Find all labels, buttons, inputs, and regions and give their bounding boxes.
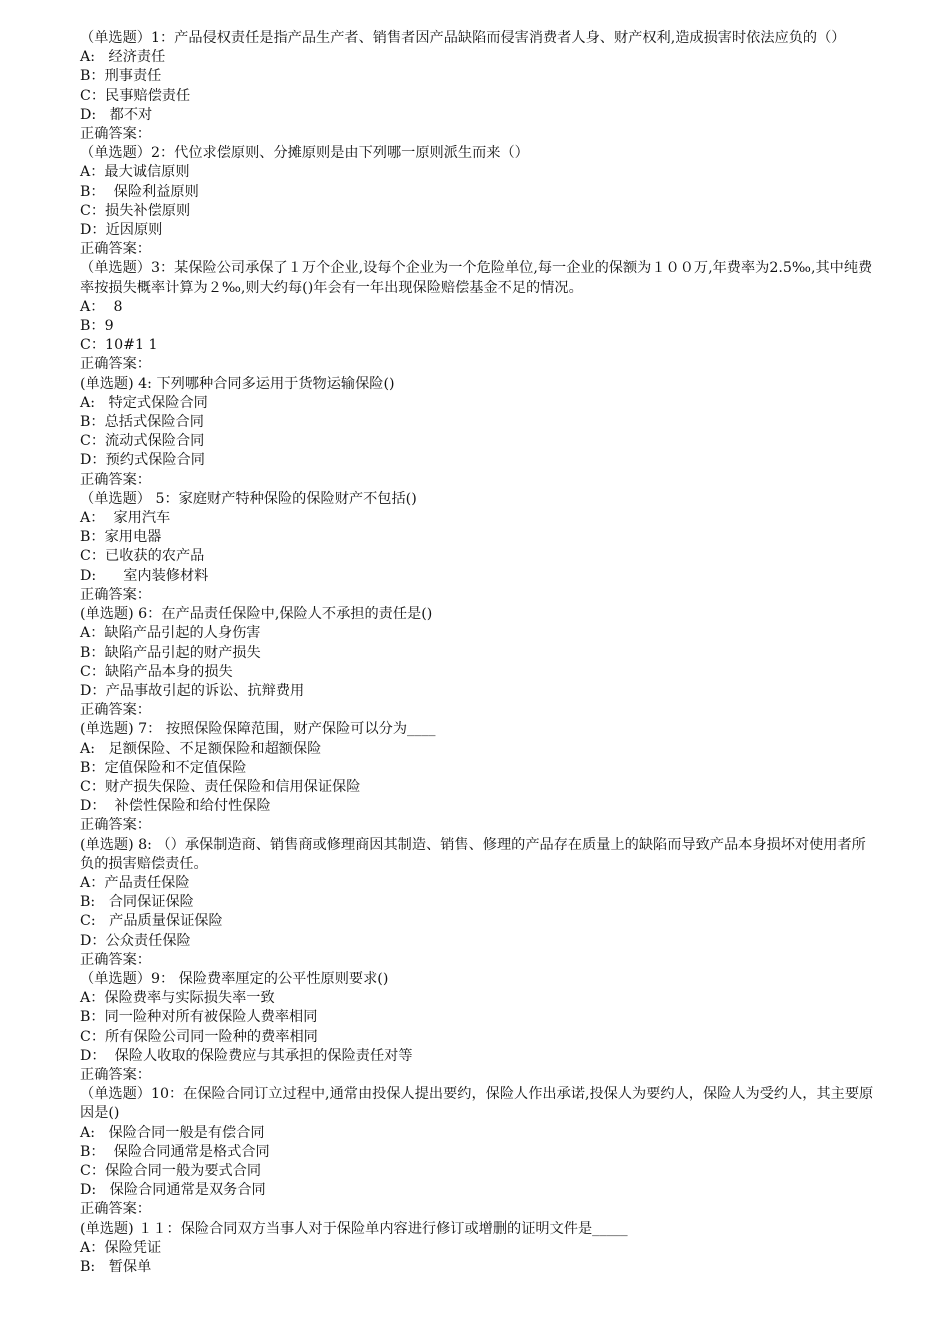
option-d: D： 补偿性保险和给付性保险 — [80, 798, 271, 815]
option-b: B: 暂保单 — [80, 1259, 152, 1275]
option-c: C：民事赔偿责任 — [80, 87, 191, 104]
option-b: B：定值保险和不定值保险 — [80, 759, 247, 776]
option-d: D: 室内装修材料 — [80, 567, 209, 584]
option-c: C：流动式保险合同 — [80, 433, 205, 450]
question-stem: (单选题) 7： 按照保险保障范围，财产保险可以分为____ — [80, 721, 436, 738]
option-c: C：已收获的农产品 — [80, 548, 205, 565]
option-b: B：刑事责任 — [80, 68, 162, 85]
question-stem: (单选题) １１：保险合同双方当事人对于保险单内容进行修订或增删的证明文件是_____ — [80, 1220, 628, 1237]
question-stem: （单选题） 5：家庭财产特种保险的保险财产不包括() — [80, 490, 417, 507]
option-c: C：损失补偿原则 — [80, 202, 191, 219]
option-b: B： 保险利益原则 — [80, 183, 199, 200]
option-a: A: 保险合同一般是有偿合同 — [80, 1124, 265, 1141]
question-3 — [80, 259, 880, 374]
question-9 — [80, 970, 880, 1085]
option-d: D: 保险合同通常是双务合同 — [80, 1182, 266, 1199]
answer-label: 正确答案： — [80, 586, 151, 603]
question-2 — [80, 144, 880, 259]
question-stem: （单选题）2：代位求偿原则、分摊原则是由下列哪一原则派生而来（） — [80, 145, 529, 162]
question-7 — [80, 720, 880, 835]
option-b: B：缺陷产品引起的财产损失 — [80, 644, 261, 661]
question-5 — [80, 490, 880, 605]
option-d: D：产品事故引起的诉讼、抗辩费用 — [80, 682, 305, 699]
option-b: B：9 — [80, 318, 114, 335]
question-stem: （单选题）1：产品侵权责任是指产品生产者、销售者因产品缺陷而侵害消费者人身、财产权利,造成损害时依法应负的（） — [80, 30, 846, 46]
option-c: C：保险合同一般为要式合同 — [80, 1162, 262, 1179]
option-b: B： 保险合同通常是格式合同 — [80, 1143, 270, 1160]
option-a: A：产品责任保险 — [80, 874, 190, 891]
option-a: A：保险费率与实际损失率一致 — [80, 990, 275, 1007]
option-d: D：预约式保险合同 — [80, 452, 205, 469]
answer-label: 正确答案： — [80, 356, 151, 373]
question-1 — [80, 29, 880, 144]
option-c: C：缺陷产品本身的损失 — [80, 663, 233, 680]
option-a: A：缺陷产品引起的人身伤害 — [80, 625, 261, 642]
question-stem: (单选题) 4: 下列哪种合同多运用于货物运输保险() — [80, 375, 395, 392]
option-a: A： 8 — [80, 298, 123, 315]
option-a: A: 特定式保险合同 — [80, 394, 208, 411]
answer-label: 正确答案： — [80, 241, 151, 258]
answer-label: 正确答案： — [80, 471, 151, 488]
option-c: C: 产品质量保证保险 — [80, 913, 223, 930]
question-4 — [80, 375, 880, 490]
question-6 — [80, 605, 880, 720]
option-a: A：最大诚信原则 — [80, 164, 190, 181]
option-b: B: 合同保证保险 — [80, 894, 194, 911]
question-stem: （单选题）3：某保险公司承保了１万个企业,设每个企业为一个危险单位,每一企业的保额为１００万,年费率为2.5‰,其中纯费率按损失概率计算为２‰,则大约每()年会有一年出现保险赔偿基金不足的情况。 — [80, 260, 873, 296]
option-d: D：近因原则 — [80, 222, 163, 239]
option-b: B：家用电器 — [80, 529, 162, 546]
option-b: B：同一险种对所有被保险人费率相同 — [80, 1009, 318, 1026]
answer-label: 正确答案： — [80, 702, 151, 719]
option-d: D：公众责任保险 — [80, 932, 191, 949]
option-a: A: 足额保险、不足额保险和超额保险 — [80, 740, 322, 757]
question-11 — [80, 1220, 880, 1278]
answer-label: 正确答案： — [80, 817, 151, 834]
option-a: A: 经济责任 — [80, 49, 166, 66]
answer-label: 正确答案： — [80, 1066, 151, 1083]
exam-document — [80, 29, 880, 1277]
answer-label: 正确答案： — [80, 951, 151, 968]
option-a: A：保险凭证 — [80, 1239, 162, 1256]
question-stem: （单选题）9： 保险费率厘定的公平性原则要求() — [80, 970, 389, 987]
answer-label: 正确答案： — [80, 1201, 151, 1218]
question-8 — [80, 836, 880, 970]
option-c: C：10#1 1 — [80, 337, 158, 354]
option-a: A： 家用汽车 — [80, 510, 171, 527]
question-10 — [80, 1085, 880, 1219]
option-d: D： 保险人收取的保险费应与其承担的保险责任对等 — [80, 1047, 413, 1064]
question-stem: （单选题）10：在保险合同订立过程中,通常由投保人提出要约，保险人作出承诺,投保人为要约人，保险人为受约人，其主要原因是() — [80, 1086, 874, 1122]
option-c: C：财产损失保险、责任保险和信用保证保险 — [80, 778, 361, 795]
option-d: D: 都不对 — [80, 106, 153, 123]
answer-label: 正确答案： — [80, 126, 151, 143]
option-b: B：总括式保险合同 — [80, 414, 204, 431]
option-c: C：所有保险公司同一险种的费率相同 — [80, 1028, 318, 1045]
question-stem: (单选题) 8: （）承保制造商、销售商或修理商因其制造、销售、修理的产品存在质量上的缺陷而导致产品本身损坏对使用者所负的损害赔偿责任。 — [80, 836, 866, 872]
question-stem: (单选题) 6：在产品责任保险中,保险人不承担的责任是() — [80, 606, 433, 623]
